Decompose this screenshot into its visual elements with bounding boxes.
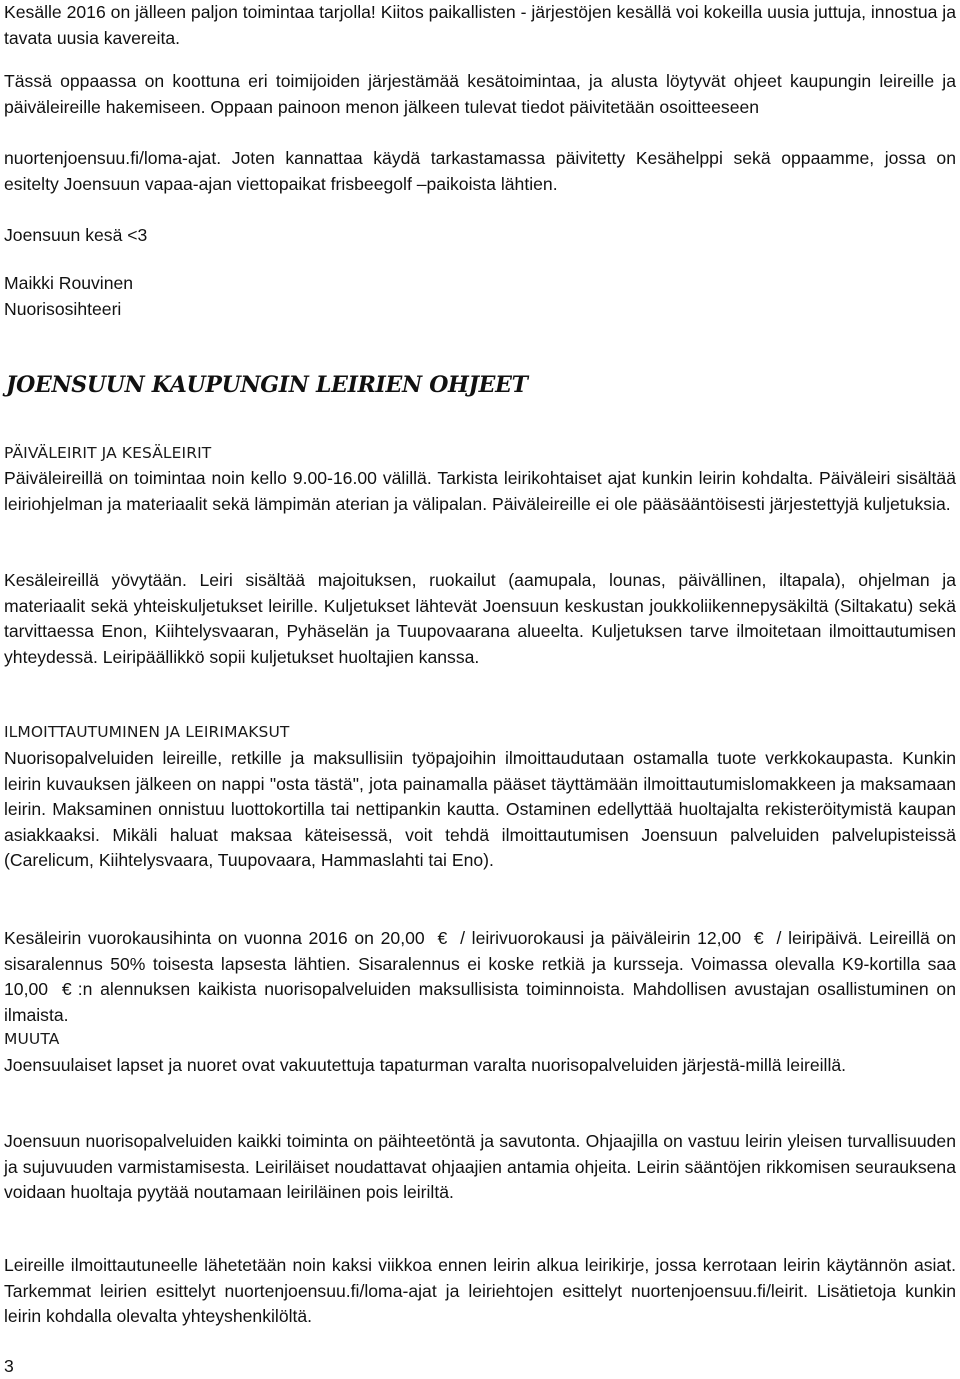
ilmoittautuminen-paragraph: Nuorisopalveluiden leireille, retkille ja maksullisiin työpajoihin ilmoittaudutaan ostamalla tuote verkkokaupasta. Kunkin leirin kuvauksen jälkeen on nappi "osta tästä", jota painamalla pääset täyttämään ilmoittautumislomakkeen ja maksamaan leirin. Maksaminen onnistuu luottokortilla tai nettipankin kautta. Ostaminen edellyttää huoltajalta rekisteröitymistä kaupan asiakkaaksi. Mikäli haluat maksaa käteisessä, voit tehdä ilmoittautumisen Joensuun palveluiden palvelupisteissä (Carelicum, Kiihtelysvaara, Tuupovaara, Hammaslahti tai Eno). <box>4 748 956 871</box>
euro-sign: € <box>753 928 764 948</box>
section-heading-muuta: MUUTA <box>4 1030 60 1048</box>
paivaleirit-paragraph: Päiväleireillä on toimintaa noin kello 9.00-16.00 välillä. Tarkista leirikohtaiset ajat kunkin leirin kohdalta. Päiväleiri sisältää leiriohjelman ja materiaalit sekä lämpimän aterian ja välipalan. Päiväleireille ei ole pääsääntöisesti järjestettyjä kuljetuksia. <box>4 468 956 514</box>
intro-paragraph-2: Tässä oppaassa on koottuna eri toimijoiden järjestämää kesätoimintaa, ja alusta löytyvät ohjeet kaupungin leireille ja päiväleireille hakemiseen. Oppaan painoon menon jälkeen tulevat tiedot päivitetään osoitteeseen <box>4 71 956 117</box>
euro-sign: € <box>437 928 448 948</box>
main-heading: JOENSUUN KAUPUNGIN LEIRIEN OHJEET <box>6 372 528 398</box>
section-heading-paivaleirit: PÄIVÄLEIRIT JA KESÄLEIRIT <box>4 444 212 462</box>
kesaleirit-paragraph: Kesäleireillä yövytään. Leiri sisältää majoituksen, ruokailut (aamupala, lounas, päivällinen, iltapala), ohjelman ja materiaalit sekä yhteiskuljetukset leirille. Kuljetukset lähtevät Joensuun keskustan joukkoliikennepysäkiltä (Siltakatu) sekä tarvittaessa Enon, Kiihtelysvaaran, Pyhäselän ja Tuupovaarana alueelta. Kuljetuksen tarve ilmoitetaan ilmoittautumisen yhteydessä. Leiripäällikkö sopii kuljetukset huoltajien kanssa. <box>4 570 956 667</box>
price-text-3: / <box>776 928 782 948</box>
muuta-paragraph-3: Leireille ilmoittautuneelle lähetetään noin kaksi viikkoa ennen leirin alkua leirikirje, jossa kerrotaan leirin käytännön asiat. Tarkemmat leirien esittelyt nuortenjoensuu.fi/loma-ajat ja leiriehtojen esittelyt nuortenjoensuu.fi/leirit. Lisätietoja kunkin leirin kohdalla olevalta yhteyshenkilöltä. <box>4 1255 956 1327</box>
muuta-paragraph-2: Joensuun nuorisopalveluiden kaikki toiminta on päihteetöntä ja savutonta. Ohjaajilla on vastuu leirin yleisen turvallisuuden ja sujuvuuden varmistamisesta. Leiriläiset noudattavat ohjaajien antamia ohjeita. Leirin sääntöjen rikkomisen seurauksena voidaan huoltaja pyytää noutamaan leiriläinen pois leiriltä. <box>4 1131 956 1203</box>
page-number: 3 <box>4 1356 14 1376</box>
section-heading-ilmoittautuminen: ILMOITTAUTUMINEN JA LEIRIMAKSUT <box>4 723 290 741</box>
leirimaksut-paragraph <box>4 926 956 1028</box>
price-text-1: Kesäleirin vuorokausihinta on vuonna 2016 on 20,00 <box>4 928 425 948</box>
signature-title: Nuorisosihteeri <box>4 299 122 319</box>
intro-paragraph-3: nuortenjoensuu.fi/loma-ajat. Joten kannattaa käydä tarkastamassa päivitetty Kesähelppi sekä oppaamme, jossa on esitelty Joensuun vapaa-ajan viettopaikat frisbeegolf –paikoista lähtien. <box>4 148 956 194</box>
price-text-4: leiripäivä. Leireillä on sisaralennus 50% toisesta lapsesta lähtien. Sisaralennus ei koske retkiä ja kursseja. Voimassa olevalla K9-kortilla saa 10,00 <box>4 928 957 1000</box>
euro-sign: € <box>61 979 72 1000</box>
greeting: Joensuun kesä <3 <box>4 225 148 245</box>
muuta-paragraph-1: Joensuulaiset lapset ja nuoret ovat vakuutettuja tapaturman varalta nuorisopalveluiden järjestä-millä leireillä. <box>4 1055 847 1075</box>
price-text-2: / leirivuorokausi ja päiväleirin 12,00 <box>460 928 742 948</box>
intro-paragraph-1: Kesälle 2016 on jälleen paljon toimintaa tarjolla! Kiitos paikallisten - järjestöjen kesällä voi kokeilla uusia juttuja, innostua ja tavata uusia kavereita. <box>4 2 956 48</box>
price-text-5: :n alennuksen kaikista nuorisopalveluiden maksullisista toiminnoista. Mahdollisen avustajan osallistuminen on ilmaista. <box>4 979 956 1025</box>
signature-name: Maikki Rouvinen <box>4 273 134 293</box>
